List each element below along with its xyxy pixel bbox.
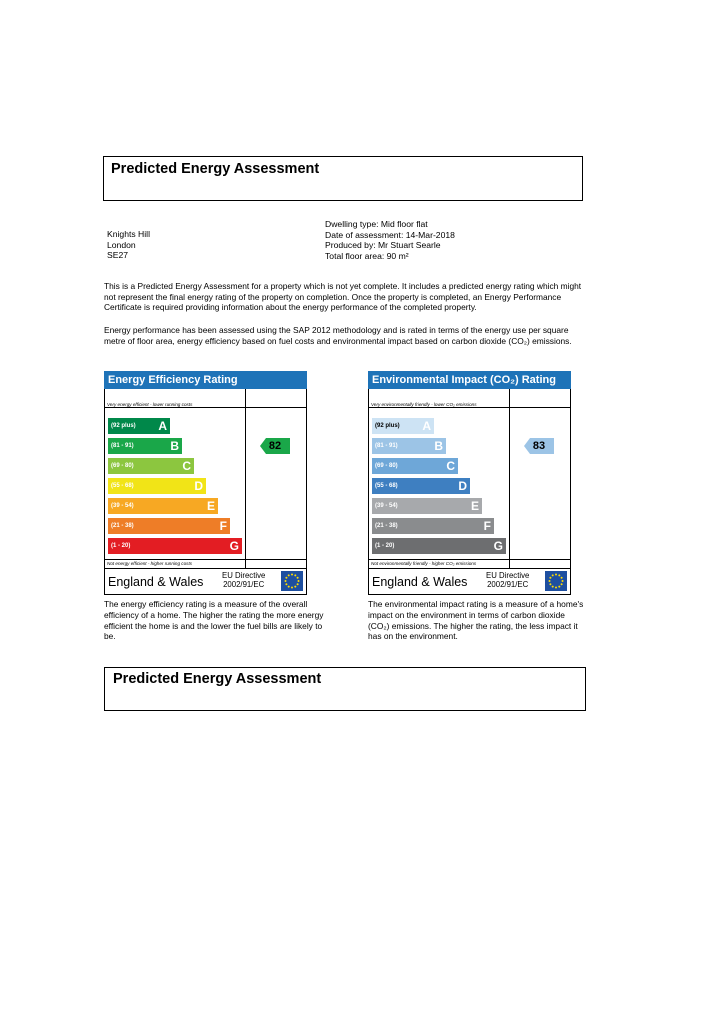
ei-band-g [372, 538, 506, 554]
ei-footer [368, 569, 571, 595]
band-range: (39 - 54) [375, 503, 398, 509]
ee-band-a [108, 418, 170, 434]
ee-band-g [108, 538, 242, 554]
band-range: (69 - 80) [111, 463, 134, 469]
band-range: (81 - 91) [375, 443, 398, 449]
ee-band-b [108, 438, 182, 454]
ee-divider [105, 407, 306, 408]
footer-title: Predicted Energy Assessment [113, 671, 322, 687]
eu-flag-icon [281, 571, 303, 591]
ei-band-e [372, 498, 482, 514]
ee-band-c [108, 458, 194, 474]
ee-band-e [108, 498, 218, 514]
band-letter: D [194, 479, 203, 493]
band-range: (92 plus) [111, 423, 136, 429]
band-letter: E [470, 499, 479, 513]
ei-directive [486, 571, 529, 589]
environmental-impact-panel [368, 371, 571, 595]
ei-band-a [372, 418, 434, 434]
ei-panel-title: Environmental Impact (CO₂) Rating [368, 371, 571, 389]
band-range: (55 - 68) [375, 483, 398, 489]
ei-band-d [372, 478, 470, 494]
ei-divider [369, 407, 570, 408]
ee-panel-title: Energy Efficiency Rating [104, 371, 307, 389]
ee-band-f [108, 518, 230, 534]
page-title: Predicted Energy Assessment [111, 161, 320, 177]
ee-description: The energy efficiency rating is a measure of the overall efficiency of a home. The higher the rating the more energy efficient the home is and the lower the fuel bills are likely to be. [104, 599, 324, 642]
ei-region: England & Wales [372, 575, 468, 589]
band-letter: F [219, 519, 227, 533]
ee-column-divider [245, 389, 246, 568]
ei-divider [369, 559, 570, 560]
ei-chart [368, 389, 571, 569]
address-line: London [107, 239, 136, 250]
intro-paragraph: This is a Predicted Energy Assessment for a property which is not yet complete. It includes a predicted energy rating which might not represent the final energy rating of the property on completion. Once the property is completed, an Energy Performance Certificate is required providing information about the energy performance of the completed property. [104, 281, 582, 313]
ei-description: The environmental impact rating is a measure of a home's impact on the environment in terms of carbon dioxide (CO₂) emissions. The higher the rating, the less impact it has on the environment. [368, 599, 584, 642]
ee-region: England & Wales [108, 575, 204, 589]
band-letter: A [422, 419, 431, 433]
band-letter: G [493, 539, 503, 553]
ei-band-f [372, 518, 494, 534]
band-letter: G [229, 539, 239, 553]
ee-top-note: Very energy efficient - lower running costs [107, 402, 193, 407]
ee-rating-value: 82 [268, 440, 282, 452]
band-range: (1 - 20) [375, 543, 395, 549]
band-letter: A [158, 419, 167, 433]
assessment-title-box [103, 156, 583, 201]
sap-paragraph: Energy performance has been assessed using the SAP 2012 methodology and is rated in terms of the energy use per square metre of floor area, energy efficiency based on fuel costs and environmental impact based on carbon dioxide (CO₂) emissions. [104, 325, 572, 346]
ei-band-c [372, 458, 458, 474]
ee-rating-arrow [260, 438, 290, 454]
band-range: (1 - 20) [111, 543, 131, 549]
band-range: (69 - 80) [375, 463, 398, 469]
ee-chart [104, 389, 307, 569]
ei-rating-value: 83 [532, 440, 546, 452]
dwelling-type: Dwelling type: Mid floor flat [325, 219, 428, 229]
band-letter: F [483, 519, 491, 533]
property-address [107, 229, 150, 261]
eu-flag-icon [545, 571, 567, 591]
band-letter: C [182, 459, 191, 473]
directive-label: EU Directive [486, 571, 530, 580]
floor-area: Total floor area: 90 m² [325, 250, 409, 261]
address-line: Knights Hill [107, 229, 150, 239]
ee-footer [104, 569, 307, 595]
ei-band-b [372, 438, 446, 454]
ei-column-divider [509, 389, 510, 568]
band-letter: B [434, 439, 443, 453]
directive-label: EU Directive [222, 571, 266, 580]
band-range: (55 - 68) [111, 483, 134, 489]
directive-code: 2002/91/EC [487, 580, 529, 589]
band-range: (21 - 38) [375, 523, 398, 529]
assessment-footer-box [104, 667, 586, 711]
band-range: (21 - 38) [111, 523, 134, 529]
ei-bottom-note: Not environmentally friendly - higher CO₂ emissions [371, 561, 477, 566]
produced-by: Produced by: Mr Stuart Searle [325, 240, 441, 251]
directive-code: 2002/91/EC [223, 580, 265, 589]
band-range: (81 - 91) [111, 443, 134, 449]
ee-bottom-note: Not energy efficient - higher running costs [107, 561, 193, 566]
assessment-date: Date of assessment: 14-Mar-2018 [325, 229, 455, 240]
energy-efficiency-panel [104, 371, 307, 595]
dwelling-details [325, 219, 455, 261]
address-line: SE27 [107, 250, 129, 261]
ee-band-d [108, 478, 206, 494]
ee-divider [105, 559, 306, 560]
band-range: (39 - 54) [111, 503, 134, 509]
ee-directive [222, 571, 265, 589]
ei-rating-arrow [524, 438, 554, 454]
band-range: (92 plus) [375, 423, 400, 429]
band-letter: C [446, 459, 455, 473]
ei-top-note: Very environmentally friendly - lower CO₂ emissions [371, 402, 477, 407]
band-letter: E [206, 499, 215, 513]
band-letter: B [170, 439, 179, 453]
band-letter: D [458, 479, 467, 493]
